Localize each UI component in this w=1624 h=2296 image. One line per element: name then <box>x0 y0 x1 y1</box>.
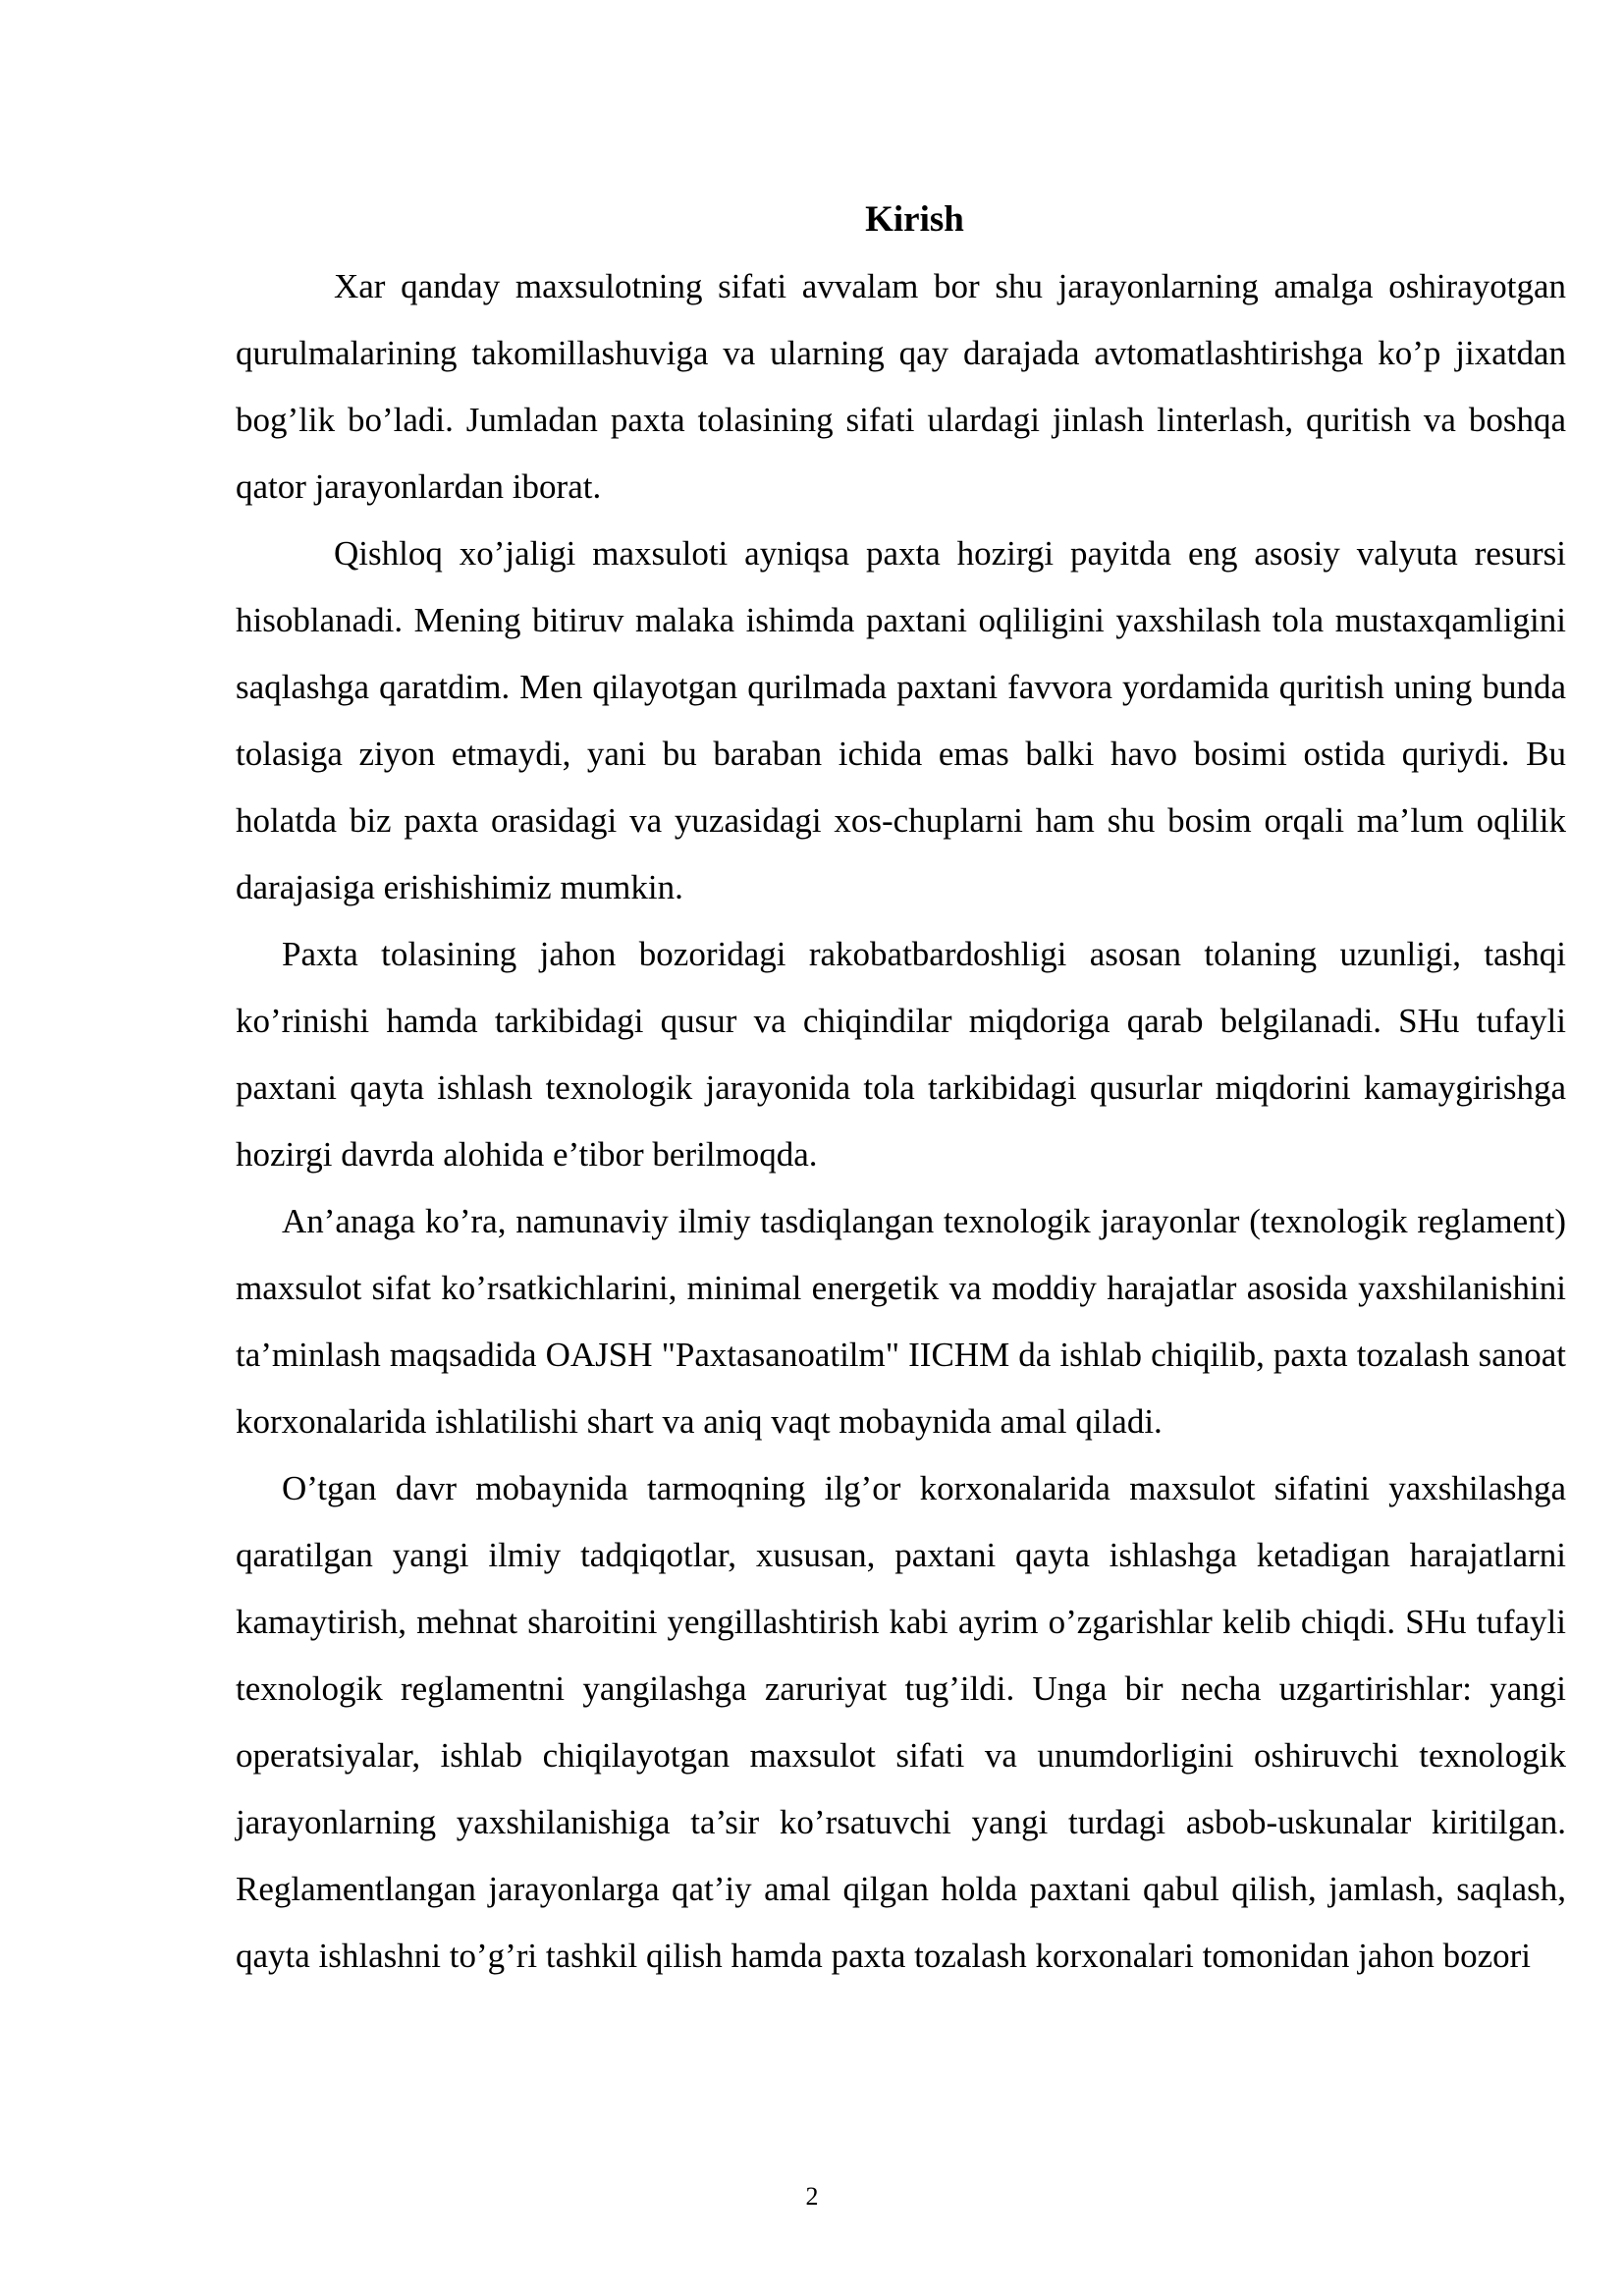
page-number: 2 <box>805 2182 819 2211</box>
paragraph-technological-regulation: An’anaga ko’ra, namunaviy ilmiy tasdiqlangan texnologik jarayonlar (texnologik reglament) maxsulot sifat ko’rsatkichlarini, minimal energetik va moddiy harajatlar asosida yaxshilanishini ta’minlash maqsadida OAJSH "Paxtasanoatilm" IICHM da ishlab chiqilib, paxta tozalash sanoat korxonalarida ishlatilishi shart va aniq vaqt mobaynida amal qiladi. <box>236 1202 1566 1441</box>
paragraph-recent-changes: O’tgan davr mobaynida tarmoqning ilg’or korxonalarida maxsulot sifatini yaxshilashga qaratilgan yangi ilmiy tadqiqotlar, xususan, paxtani qayta ishlashga ketadigan harajatlarni kamaytirish, mehnat sharoitini yengillashtirish kabi ayrim o’zgarishlar kelib chiqdi. SHu tufayli texnologik reglamentni yangilashga zaruriyat tug’ildi. Unga bir necha uzgartirishlar: yangi operatsiyalar, ishlab chiqilayotgan maxsulot sifati va unumdorligini oshiruvchi texnologik jarayonlarning yaxshilanishiga ta’sir ko’rsatuvchi yangi turdagi asbob-uskunalar kiritilgan. Reglamentlangan jarayonlarga qat’iy amal qilgan holda paxtani qabul qilish, jamlash, saqlash, qayta ishlashni to’g’ri tashkil qilish hamda paxta tozalash korxonalari tomonidan jahon bozori <box>236 1469 1566 1975</box>
paragraph-fiber-competitiveness: Paxta tolasining jahon bozoridagi rakobatbardoshligi asosan tolaning uzunligi, tashqi ko’rinishi hamda tarkibidagi qusur va chiqindilar miqdoriga qarab belgilanadi. SHu tufayli paxtani qayta ishlash texnologik jarayonida tola tarkibidagi qusurlar miqdorini kamaygirishga hozirgi davrda alohida e’tibor berilmoqda. <box>236 935 1566 1174</box>
section-title: Kirish <box>865 199 964 240</box>
document-body <box>236 187 1566 1990</box>
paragraph-agriculture: Qishloq xo’jaligi maxsuloti ayniqsa paxta hozirgi payitda eng asosiy valyuta resursi hisoblanadi. Mening bitiruv malaka ishimda paxtani oqliligini yaxshilash tola mustaxqamligini saqlashga qaratdim. Men qilayotgan qurilmada paxtani favvora yordamida quritish uning bunda tolasiga ziyon etmaydi, yani bu baraban ichida emas balki havo bosimi ostida quriydi. Bu holatda biz paxta orasidagi va yuzasidagi xos-chuplarni ham shu bosim orqali ma’lum oqlilik darajasiga erishishimiz mumkin. <box>236 534 1566 906</box>
paragraph-intro: Xar qanday maxsulotning sifati avvalam bor shu jarayonlarning amalga oshirayotgan qurulmalarining takomillashuviga va ularning qay darajada avtomatlashtirishga ko’p jixatdan bog’lik bo’ladi. Jumladan paxta tolasining sifati ulardagi jinlash linterlash, quritish va boshqa qator jarayonlardan iborat. <box>236 267 1566 506</box>
